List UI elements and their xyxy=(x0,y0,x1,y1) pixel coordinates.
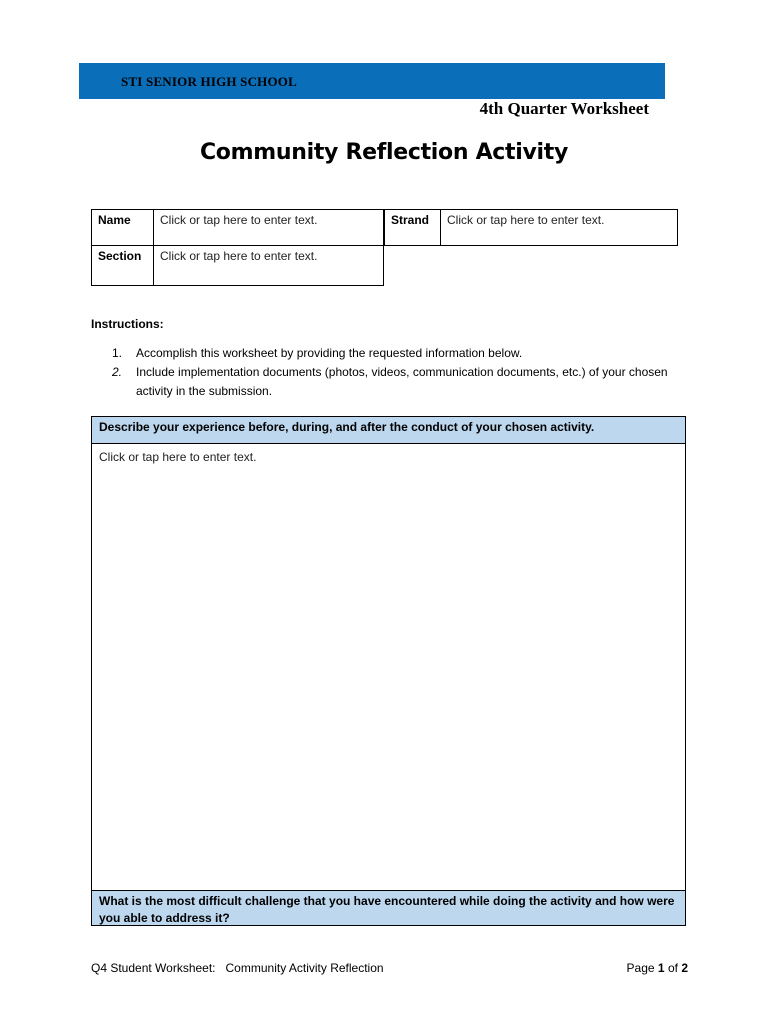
list-item-text: Accomplish this worksheet by providing the requested information below. xyxy=(136,346,523,360)
instructions-heading: Instructions: xyxy=(91,317,164,331)
section-label: Section xyxy=(91,245,154,286)
worksheet-label: 4th Quarter Worksheet xyxy=(479,99,649,118)
list-item-text: Include implementation documents (photos, videos, communication documents, etc.) of your chosen activity in the submission. xyxy=(136,365,668,398)
page-prefix: Page xyxy=(626,961,655,975)
list-item-number: 2. xyxy=(112,365,123,379)
list-item xyxy=(112,363,672,401)
reflection-table xyxy=(91,416,686,926)
question-challenge: What is the most difficult challenge that you have encountered while doing the activity and how were you able to address it? xyxy=(92,890,685,925)
section-field[interactable]: Click or tap here to enter text. xyxy=(153,245,384,286)
page-number xyxy=(627,961,688,975)
page-current: 1 xyxy=(657,961,665,975)
page-title: Community Reflection Activity xyxy=(199,140,569,165)
page-of: of xyxy=(667,961,678,975)
list-item-number: 1. xyxy=(112,346,123,360)
strand-field[interactable]: Click or tap here to enter text. xyxy=(440,209,678,246)
footer-title: Q4 Student Worksheet: Community Activity Reflection xyxy=(91,961,384,975)
school-name: STI SENIOR HIGH SCHOOL xyxy=(121,74,297,89)
instructions-list xyxy=(112,344,672,401)
answer-experience-field[interactable]: Click or tap here to enter text. xyxy=(99,450,257,464)
question-experience: Describe your experience before, during, and after the conduct of your chosen activity. xyxy=(92,417,685,444)
strand-label: Strand xyxy=(384,209,441,246)
list-item xyxy=(112,344,672,363)
page-total: 2 xyxy=(681,961,688,975)
name-label: Name xyxy=(91,209,154,246)
name-field[interactable]: Click or tap here to enter text. xyxy=(153,209,384,246)
